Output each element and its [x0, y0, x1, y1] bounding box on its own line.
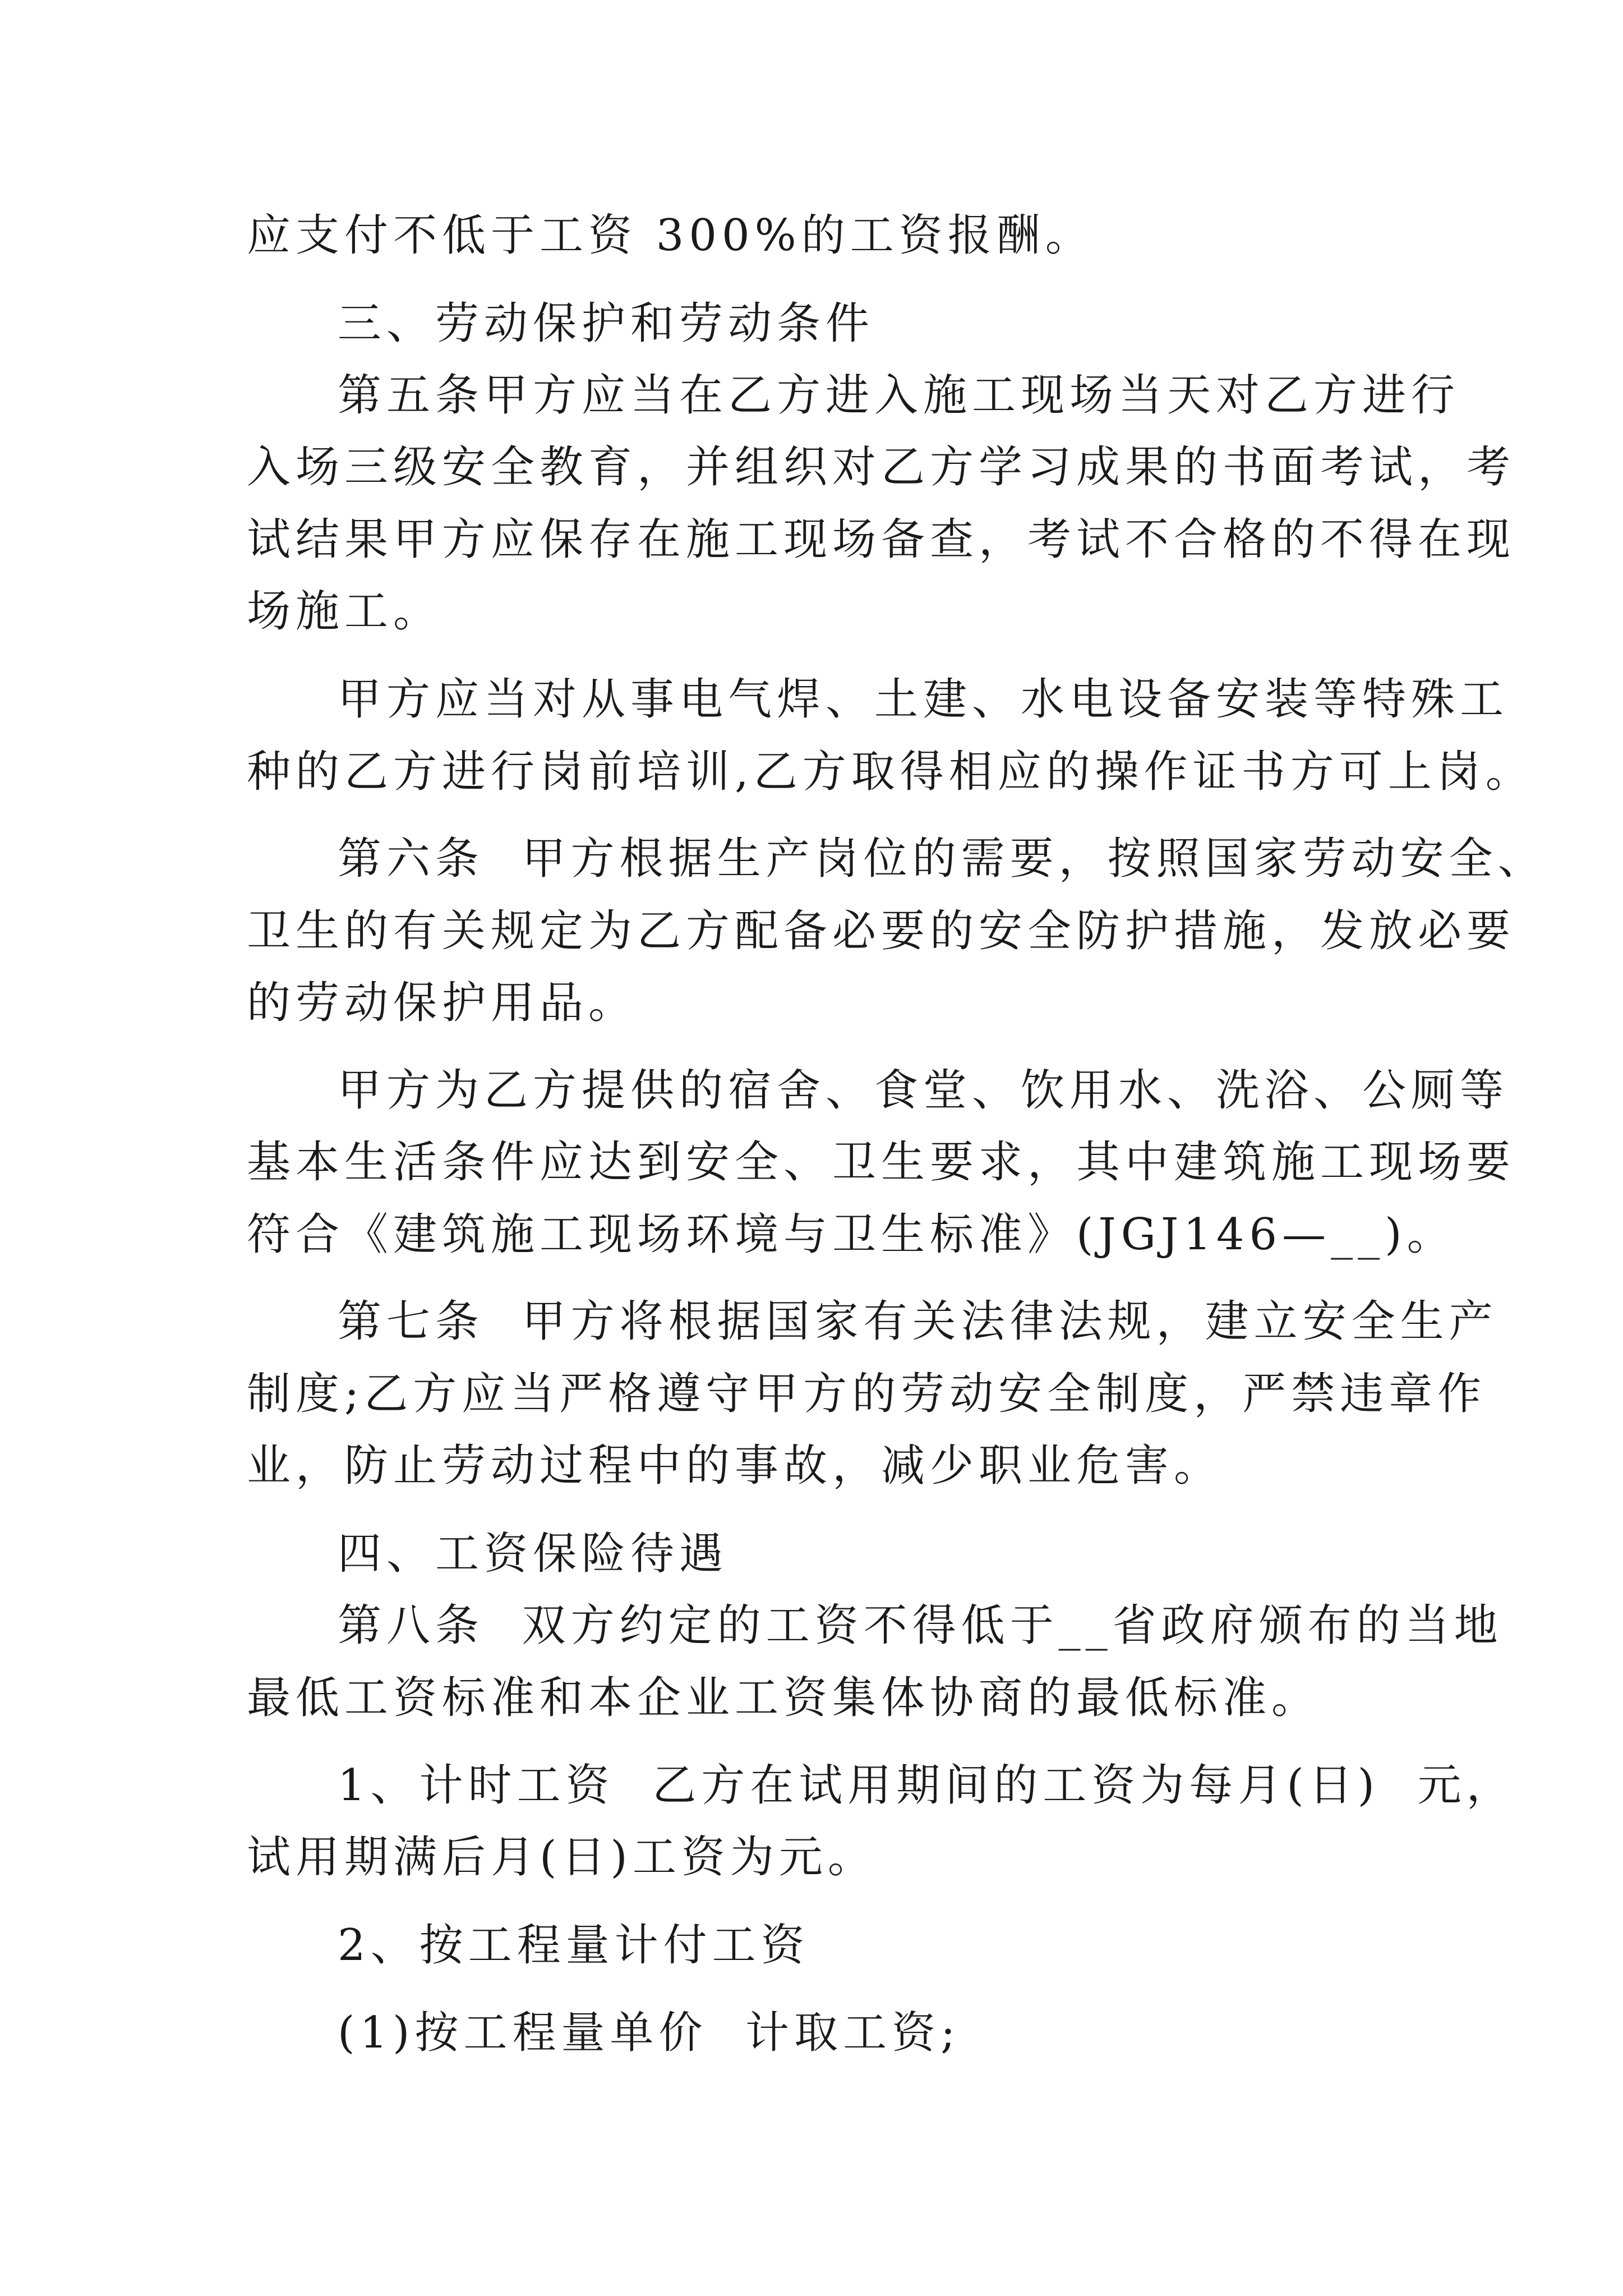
text-line: 制度;乙方应当严格遵守甲方的劳动安全制度，严禁违章作: [247, 1369, 1487, 1419]
text-line: (1)按工程量单价 计取工资;: [338, 2008, 961, 2058]
text-line: 入场三级安全教育，并组织对乙方学习成果的书面考试，考: [247, 442, 1516, 493]
section-heading: 三、劳动保护和劳动条件: [338, 298, 875, 349]
text-line: 基本生活条件应达到安全、卫生要求，其中建筑施工现场要: [247, 1137, 1516, 1188]
text-line: 试结果甲方应保存在施工现场备查，考试不合格的不得在现: [247, 514, 1516, 565]
text-line: 甲方为乙方提供的宿舍、食堂、饮用水、洗浴、公厕等: [338, 1065, 1509, 1116]
text-line: 1、计时工资 乙方在试用期间的工资为每月(日) 元，: [338, 1760, 1515, 1811]
section-heading: 四、工资保险待遇: [338, 1529, 728, 1579]
text-line: 业，防止劳动过程中的事故，减少职业危害。: [247, 1441, 1223, 1491]
text-line: 第七条 甲方将根据国家有关法律法规，建立安全生产: [338, 1296, 1498, 1347]
text-line: 试用期满后月(日)工资为元。: [247, 1832, 877, 1883]
text-line: 符合《建筑施工现场环境与卫生标准》(JGJ146—__)。: [247, 1209, 1456, 1260]
text-line: 第八条 双方约定的工资不得低于__省政府颁布的当地: [338, 1600, 1503, 1651]
text-line: 最低工资标准和本企业工资集体协商的最低标准。: [247, 1673, 1321, 1723]
text-line: 的劳动保护用品。: [247, 978, 638, 1028]
text-line: 场施工。: [247, 586, 442, 637]
text-line: 第六条 甲方根据生产岗位的需要，按照国家劳动安全、: [338, 834, 1547, 884]
text-line: 种的乙方进行岗前培训,乙方取得相应的操作证书方可上岗。: [247, 747, 1534, 797]
text-line: 应支付不低于工资 300%的工资报酬。: [247, 210, 1094, 261]
text-line: 2、按工程量计付工资: [338, 1920, 810, 1971]
text-line: 卫生的有关规定为乙方配备必要的安全防护措施，发放必要: [247, 906, 1516, 956]
text-line: 第五条甲方应当在乙方进入施工现场当天对乙方进行: [338, 370, 1460, 421]
text-line: 甲方应当对从事电气焊、土建、水电设备安装等特殊工: [338, 674, 1509, 725]
